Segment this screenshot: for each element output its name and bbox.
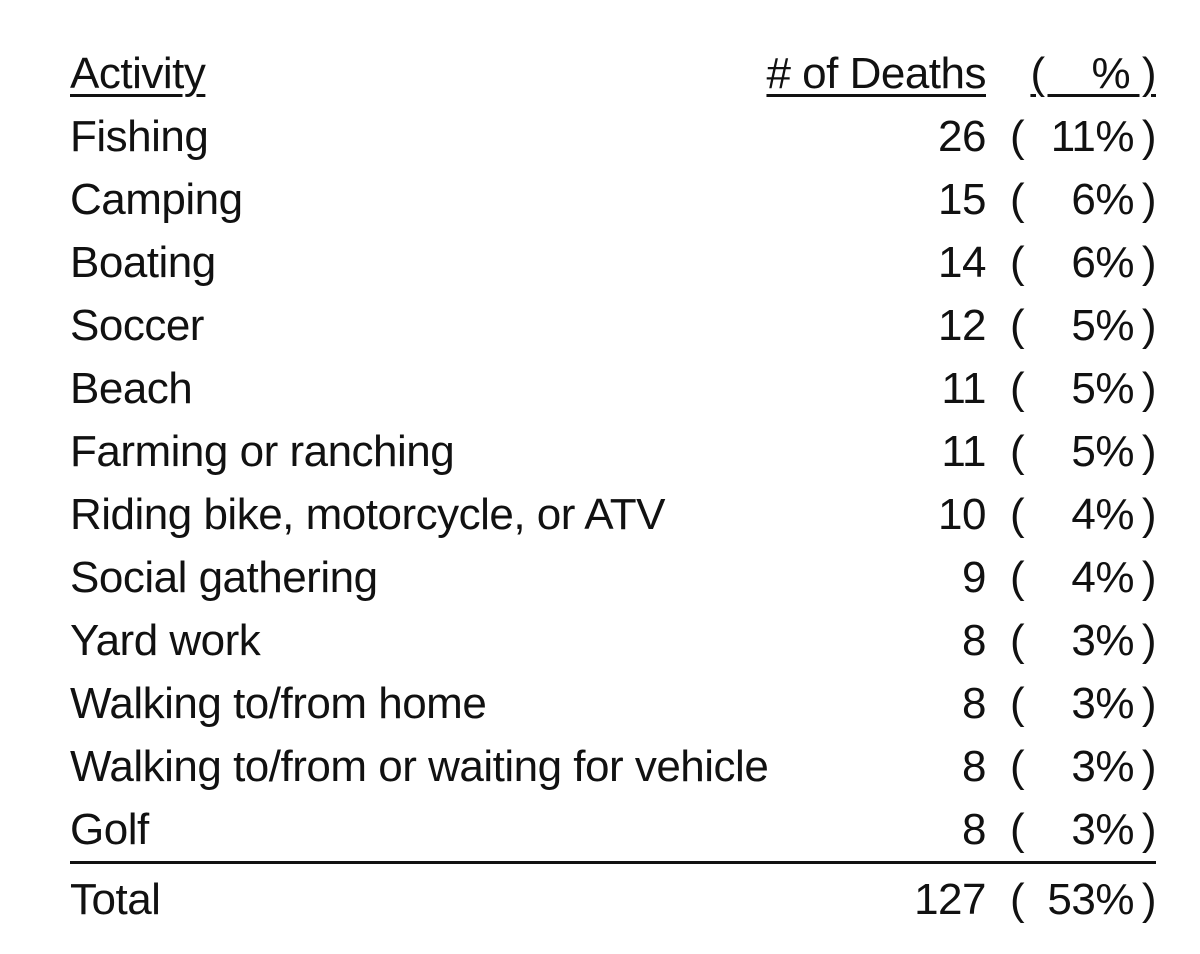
table-row xyxy=(70,483,1156,546)
activity-cell: Walking to/from home xyxy=(70,679,487,728)
close-paren: ) xyxy=(1141,805,1156,854)
deaths-cell: 8 xyxy=(962,742,986,791)
activity-cell: Yard work xyxy=(70,616,261,665)
percent-cell: 4% xyxy=(1071,553,1134,602)
table-row xyxy=(70,672,1156,735)
deaths-cell: 8 xyxy=(962,616,986,665)
percent-cell: 3% xyxy=(1071,679,1134,728)
activity-column-header: Activity xyxy=(70,49,206,98)
percent-cell: 5% xyxy=(1071,301,1134,350)
deaths-cell: 9 xyxy=(962,553,986,602)
total-close-paren: ) xyxy=(1141,875,1156,924)
percent-cell: 5% xyxy=(1071,427,1134,476)
table-row xyxy=(70,105,1156,168)
close-paren: ) xyxy=(1141,553,1156,602)
total-deaths: 127 xyxy=(914,875,986,924)
close-paren: ) xyxy=(1141,238,1156,287)
total-label: Total xyxy=(70,875,161,924)
open-paren: ( xyxy=(1010,805,1025,854)
deaths-cell: 14 xyxy=(938,238,986,287)
activity-cell: Beach xyxy=(70,364,193,413)
activity-cell: Farming or ranching xyxy=(70,427,455,476)
open-paren: ( xyxy=(1010,742,1025,791)
activity-cell: Camping xyxy=(70,175,243,224)
percent-cell: 5% xyxy=(1071,364,1134,413)
open-paren: ( xyxy=(1010,679,1025,728)
percent-cell: 3% xyxy=(1071,805,1134,854)
activity-cell: Social gathering xyxy=(70,553,378,602)
percent-cell: 3% xyxy=(1071,742,1134,791)
percent-cell: 3% xyxy=(1071,616,1134,665)
percent-cell: 6% xyxy=(1071,175,1134,224)
close-paren: ) xyxy=(1141,616,1156,665)
total-percent: 53% xyxy=(1047,875,1134,924)
close-paren: ) xyxy=(1141,742,1156,791)
close-paren: ) xyxy=(1141,679,1156,728)
deaths-column-header: # of Deaths xyxy=(766,49,986,98)
close-paren: ) xyxy=(1141,175,1156,224)
percent-cell: 11% xyxy=(1050,112,1134,161)
total-open-paren: ( xyxy=(1010,875,1025,924)
percent-cell: 4% xyxy=(1071,490,1134,539)
percent-column-header: ( % ) xyxy=(1030,49,1156,98)
activity-cell: Walking to/from or waiting for vehicle xyxy=(70,742,769,791)
open-paren: ( xyxy=(1010,616,1025,665)
table-row xyxy=(70,546,1156,609)
table-row xyxy=(70,609,1156,672)
open-paren: ( xyxy=(1010,364,1025,413)
close-paren: ) xyxy=(1141,490,1156,539)
table-row xyxy=(70,294,1156,357)
deaths-cell: 8 xyxy=(962,679,986,728)
open-paren: ( xyxy=(1010,175,1025,224)
close-paren: ) xyxy=(1141,112,1156,161)
percent-cell: 6% xyxy=(1071,238,1134,287)
deaths-cell: 12 xyxy=(938,301,986,350)
activity-cell: Golf xyxy=(70,805,149,854)
deaths-cell: 10 xyxy=(938,490,986,539)
total-row xyxy=(70,868,1156,931)
table-row xyxy=(70,231,1156,294)
activity-cell: Fishing xyxy=(70,112,209,161)
close-paren: ) xyxy=(1141,427,1156,476)
deaths-cell: 26 xyxy=(938,112,986,161)
table-row xyxy=(70,357,1156,420)
activity-cell: Boating xyxy=(70,238,216,287)
close-paren: ) xyxy=(1141,301,1156,350)
table-row xyxy=(70,735,1156,798)
deaths-cell: 11 xyxy=(941,427,986,476)
activity-deaths-table xyxy=(70,42,1156,931)
table-body xyxy=(70,105,1156,864)
open-paren: ( xyxy=(1010,112,1025,161)
open-paren: ( xyxy=(1010,427,1025,476)
table-header-row xyxy=(70,42,1156,105)
open-paren: ( xyxy=(1010,553,1025,602)
open-paren: ( xyxy=(1010,238,1025,287)
deaths-cell: 15 xyxy=(938,175,986,224)
activity-cell: Soccer xyxy=(70,301,204,350)
open-paren: ( xyxy=(1010,301,1025,350)
close-paren: ) xyxy=(1141,364,1156,413)
open-paren: ( xyxy=(1010,490,1025,539)
table-row xyxy=(70,420,1156,483)
deaths-cell: 11 xyxy=(941,364,986,413)
table-row xyxy=(70,168,1156,231)
table-row xyxy=(70,798,1156,864)
activity-cell: Riding bike, motorcycle, or ATV xyxy=(70,490,666,539)
deaths-cell: 8 xyxy=(962,805,986,854)
